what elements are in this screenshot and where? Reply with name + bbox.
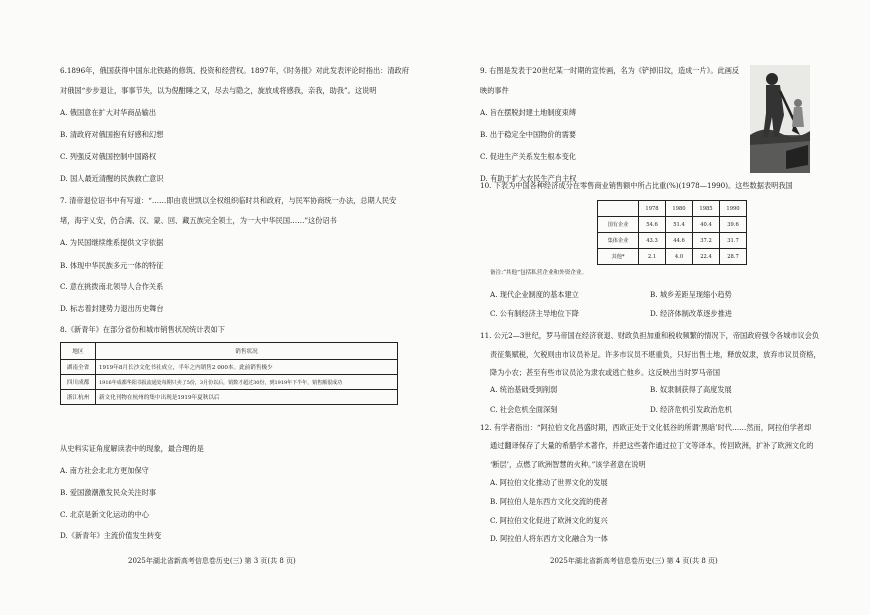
q11-stem-line3: 降为小农；甚至有些市议员沦为隶农或逃亡他乡。这反映出当时罗马帝国: [490, 368, 721, 377]
q8-stem: 8.《新青年》在部分省份和城市销售状况统计表如下: [60, 325, 225, 334]
q8-sales-table: [60, 342, 398, 405]
table-row: [61, 390, 398, 405]
table-cell: 44.6: [666, 233, 693, 249]
table-row: [598, 217, 747, 233]
q12-option-a: A. 阿拉伯文化推动了世界文化的发展: [490, 478, 608, 487]
q7-stem-line1: 7. 清帝退位诏书中有写道：“……即由袁世凯以全权组织临时共和政府，与民军协商统一办法，总期人民安: [60, 196, 397, 205]
q11-stem-line1: 11. 公元2—3世纪，罗马帝国在经济衰退、财政负担加重和税收频繁的情况下，帝国政府强令各城市议会负: [480, 331, 820, 340]
table-cell: 22.4: [693, 249, 720, 265]
propaganda-poster-image: [750, 65, 810, 173]
q7-option-b: B. 体现中华民族多元一体的特征: [60, 261, 164, 270]
q9-option-d: D. 有助于扩大农民生产自主权: [480, 174, 577, 183]
table-corner: [598, 201, 639, 217]
table-header-year: 1978: [639, 201, 666, 217]
table-cell-sales: 1919年8月长沙文化书社成立，半年之内销售2 000本。此前销售极少: [96, 360, 398, 375]
q6-stem-line2: 对俄国“步步退让，事事节失，以为倪酣睡之又，尽去与隐之，旋放成将感我，亲我，助我”。这说明: [60, 86, 377, 95]
table-row: [61, 360, 398, 375]
q12-option-c: C. 阿拉伯文化促进了欧洲文化的复兴: [490, 516, 608, 525]
table-cell: 40.4: [693, 217, 720, 233]
table-header-year: 1985: [693, 201, 720, 217]
q11-option-b: B. 奴隶制获得了高度发展: [650, 385, 732, 394]
table-cell: 2.1: [639, 249, 666, 265]
q9-stem-line1: 9. 右图是发表于20世纪某一时期的宣传画，名为《铲掉旧坟，造成一片》。此画反: [480, 66, 740, 75]
table-cell: 4.0: [666, 249, 693, 265]
table-cell: 37.2: [693, 233, 720, 249]
q8-option-d: D.《新青年》主流价值发生转变: [60, 531, 162, 540]
table-cell-region: 湖南全省: [61, 360, 96, 375]
table-header-year: 1990: [720, 201, 747, 217]
table-cell: 31.7: [720, 233, 747, 249]
q12-option-d: D. 阿拉伯人将东西方文化融合为一体: [490, 534, 608, 543]
q9-option-b: B. 出于稳定全中国物价的需要: [480, 130, 577, 139]
q11-option-d: D. 经济危机引发政治危机: [650, 405, 732, 414]
table-header-sales: 销售状况: [96, 343, 398, 360]
q8-option-b: B. 爱国激潮激发民众关注时事: [60, 488, 157, 497]
q6-option-b: B. 清政府对俄国抱有好感和幻想: [60, 130, 164, 139]
q11-stem-line2: 责征集赋税，欠税则由市议员补足。许多市议员不堪重负，只好出售土地，释放奴隶，放弃市议员资格，: [490, 350, 821, 359]
q8-option-c: C. 北京是新文化运动的中心: [60, 510, 149, 519]
q12-stem-line2: 通过翻译保存了大量的希腊学术著作，并把这些著作通过拉丁文等译本，传回欧洲，扩补了欧洲文化的: [490, 441, 814, 450]
q8-option-a: A. 南方社会北北方更加保守: [60, 466, 149, 475]
q7-option-a: A. 为民国继续维系提供文字依据: [60, 238, 164, 247]
q6-option-c: C. 列强反对俄国控制中国路权: [60, 152, 157, 161]
q10-table-note: 备注:“其他”包括私营企业和外资企业。: [490, 270, 588, 276]
q9-option-a: A. 旨在摆脱封建土地制度束缚: [480, 108, 577, 117]
table-cell: 51.4: [666, 217, 693, 233]
q10-option-c: C. 公有制经济主导地位下降: [490, 309, 579, 318]
q10-option-a: A. 现代企业制度的基本建立: [490, 290, 579, 299]
table-row: [61, 375, 398, 390]
q10-retail-share-table: [597, 200, 747, 265]
q7-stem-line2: 堵，海宇乂安，仍合满、汉、蒙、回、藏五族完全领土，为一大中华民国……”这份诏书: [60, 216, 337, 225]
q6-option-d: D. 国人最近清醒的民族救亡意识: [60, 174, 164, 183]
q10-option-d: D. 经济体制改革逐步推进: [650, 309, 732, 318]
q7-option-d: D. 标志着封建势力退出历史舞台: [60, 304, 164, 313]
page-footer: 2025年湖北省新高考信息卷历史(三) 第 4 页(共 8 页): [550, 557, 718, 565]
q10-stem: 10. 下表为中国各种经济成分在零售商业销售额中所占比重(%)(1978—1990)。这些数据表明我国: [480, 181, 793, 190]
table-cell-region: 四川成都: [61, 375, 96, 390]
table-header-region: 地区: [61, 343, 96, 360]
q10-option-b: B. 城乡差距呈现缩小趋势: [650, 290, 732, 299]
table-row: [598, 233, 747, 249]
q11-option-a: A. 统治基础受到削弱: [490, 385, 558, 394]
table-cell-sales: 新文化刊物在杭州的集中出现是1919年夏秋以后: [96, 390, 398, 405]
table-header-year: 1980: [666, 201, 693, 217]
table-row-label: 国有企业: [598, 217, 639, 233]
q12-stem-line1: 12. 有学者指出：“阿拉伯文化昌盛时期，西欧正处于文化低谷的所谓‘黑暗’时代……然而，阿拉伯学者却: [480, 423, 812, 432]
table-row-label: 其他*: [598, 249, 639, 265]
q11-option-c: C. 社会危机全面深刻: [490, 405, 558, 414]
table-cell: 54.6: [639, 217, 666, 233]
table-row-label: 集体企业: [598, 233, 639, 249]
table-cell: 39.6: [720, 217, 747, 233]
q9-option-c: C. 促进生产关系发生根本变化: [480, 152, 577, 161]
table-cell: 43.3: [639, 233, 666, 249]
table-cell-sales: 1916年成都华阳书报流通处每期只卖了5份，3月份以后，销数才超过30份，到1919年下半年，销售额很成功: [96, 375, 398, 390]
page-footer: 2025年湖北省新高考信息卷历史(三) 第 3 页(共 8 页): [128, 557, 296, 565]
q8-question-line: 从史料实证角度解读表中的现象，最合理的是: [60, 444, 204, 453]
q9-stem-line2: 映的事件: [480, 86, 509, 95]
q6-option-a: A. 俄国意在扩大对华商品输出: [60, 108, 157, 117]
q7-option-c: C. 意在挑拨南北领导人合作关系: [60, 282, 164, 291]
q6-stem-line1: 6.1896年，俄国获得中国东北铁路的修筑、投资和经营权。1897年，《时务报》对此发表评论时指出：清政府: [60, 66, 409, 75]
table-cell-region: 浙江杭州: [61, 390, 96, 405]
q12-stem-line3: ‘断层’，点燃了欧洲智慧的火种。”该学者意在说明: [490, 460, 646, 469]
table-row: [598, 249, 747, 265]
q12-option-b: B. 阿拉伯人是东西方文化交流的使者: [490, 497, 608, 506]
table-cell: 28.7: [720, 249, 747, 265]
